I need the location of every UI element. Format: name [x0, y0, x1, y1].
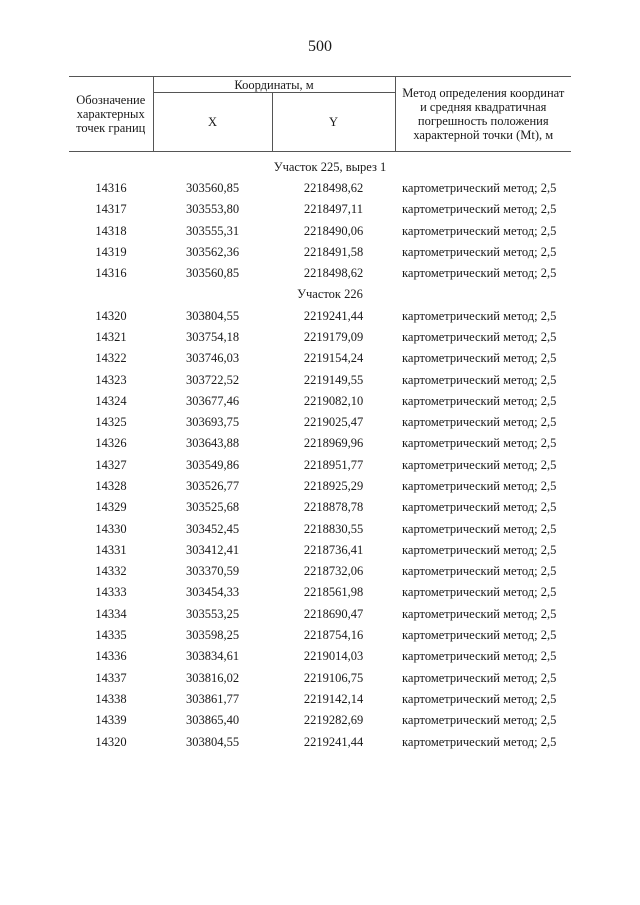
- y-cell: 2219154,24: [303, 351, 364, 366]
- x-cell: 303560,85: [185, 266, 240, 281]
- point-cell: 14320: [95, 308, 127, 323]
- x-cell: 303412,41: [185, 542, 240, 557]
- method-cell: картометрический метод; 2,5: [402, 329, 557, 344]
- table-row: [69, 476, 571, 497]
- table-row: [69, 369, 571, 390]
- x-cell: 303526,77: [185, 479, 240, 493]
- table-header: [69, 77, 571, 152]
- y-cell: 2219106,75: [303, 670, 364, 685]
- method-cell: картометрический метод; 2,5: [402, 542, 557, 557]
- y-cell: 2218561,98: [303, 585, 364, 600]
- table-row: [69, 582, 571, 603]
- point-cell: 14339: [95, 713, 127, 728]
- x-cell: 303746,03: [185, 351, 240, 366]
- method-cell: картометрический метод; 2,5: [402, 181, 557, 196]
- method-cell: картометрический метод; 2,5: [402, 202, 557, 217]
- point-cell: 14330: [95, 521, 127, 536]
- y-cell: 2218497,11: [304, 202, 363, 217]
- table-row: [69, 689, 571, 710]
- header-x: X: [153, 93, 272, 152]
- method-cell: картометрический метод; 2,5: [402, 734, 557, 749]
- x-cell: 303553,25: [185, 606, 240, 621]
- method-cell: картометрический метод; 2,5: [402, 372, 557, 387]
- point-cell: 14332: [95, 564, 127, 579]
- x-cell: 303804,55: [185, 308, 240, 323]
- y-cell: 2218498,62: [303, 266, 364, 281]
- table-row: [69, 561, 571, 582]
- y-cell: 2218878,78: [303, 500, 364, 515]
- y-cell: 2219149,55: [303, 372, 364, 387]
- point-cell: 14337: [95, 670, 127, 685]
- method-cell: картометрический метод; 2,5: [402, 245, 557, 260]
- y-cell: 2219179,09: [303, 329, 364, 344]
- table-row: [69, 391, 571, 412]
- point-cell: 14319: [95, 245, 127, 260]
- point-cell: 14333: [95, 585, 127, 600]
- point-cell: 14320: [95, 734, 127, 749]
- y-cell: 2218830,55: [303, 521, 364, 536]
- point-cell: 14316: [95, 181, 127, 196]
- method-cell: картометрический метод; 2,5: [402, 521, 557, 536]
- table-row: [69, 242, 571, 263]
- header-coordinates: Координаты, м: [153, 77, 395, 93]
- table-row: [69, 178, 571, 199]
- x-cell: 303677,46: [185, 393, 240, 408]
- y-cell: 2218491,58: [303, 245, 364, 260]
- point-cell: 14326: [95, 436, 127, 451]
- y-cell: 2219142,14: [303, 691, 364, 706]
- page-number: 500: [308, 38, 332, 55]
- method-cell: картометрический метод; 2,5: [402, 628, 557, 643]
- point-cell: 14321: [95, 329, 127, 344]
- point-cell: 14335: [95, 628, 127, 643]
- table-row: [69, 518, 571, 539]
- header-y: Y: [272, 93, 395, 152]
- section-row: [69, 152, 571, 179]
- method-cell: картометрический метод; 2,5: [402, 564, 557, 579]
- table-row: [69, 604, 571, 625]
- method-cell: картометрический метод; 2,5: [402, 457, 557, 472]
- x-cell: 303370,59: [185, 564, 240, 579]
- y-cell: 2219241,44: [303, 734, 364, 749]
- section-row: [69, 284, 571, 305]
- y-cell: 2218732,06: [303, 564, 364, 579]
- section-title: Участок 226: [297, 287, 363, 302]
- point-cell: 14324: [95, 393, 127, 408]
- y-cell: 2219014,03: [303, 649, 364, 664]
- point-cell: 14334: [95, 606, 127, 621]
- point-cell: 14338: [95, 691, 127, 706]
- y-cell: 2218498,62: [303, 181, 364, 196]
- point-cell: 14325: [95, 415, 127, 430]
- table-row: [69, 540, 571, 561]
- point-cell: 14336: [95, 649, 127, 664]
- y-cell: 2218969,96: [303, 436, 364, 451]
- point-cell: 14316: [95, 266, 127, 281]
- point-cell: 14322: [95, 351, 127, 366]
- table-row: [69, 199, 571, 220]
- method-cell: картометрический метод; 2,5: [402, 351, 557, 366]
- x-cell: 303693,75: [185, 415, 240, 430]
- x-cell: 303525,68: [185, 500, 240, 515]
- method-cell: картометрический метод; 2,5: [402, 308, 557, 323]
- y-cell: 2218736,41: [303, 542, 364, 557]
- point-cell: 14318: [95, 223, 127, 238]
- x-cell: 303804,55: [185, 734, 240, 749]
- point-cell: 14329: [95, 500, 127, 515]
- x-cell: 303754,18: [185, 329, 240, 344]
- method-cell: картометрический метод; 2,5: [402, 585, 557, 600]
- x-cell: 303722,52: [185, 372, 240, 387]
- x-cell: 303598,25: [185, 628, 240, 643]
- table-row: [69, 305, 571, 326]
- x-cell: 303643,88: [185, 436, 240, 451]
- x-cell: 303549,86: [185, 457, 240, 472]
- table-row: [69, 263, 571, 284]
- method-cell: картометрический метод; 2,5: [402, 649, 557, 664]
- method-cell: картометрический метод; 2,5: [402, 266, 557, 281]
- point-cell: 14317: [95, 202, 127, 217]
- method-cell: картометрический метод; 2,5: [402, 606, 557, 621]
- table-row: [69, 625, 571, 646]
- method-cell: картометрический метод; 2,5: [402, 500, 557, 515]
- table-row: [69, 731, 571, 752]
- point-cell: 14331: [95, 542, 127, 557]
- header-method: Метод определения координат и средняя квадратичная погрешность положения характерной точки (Mt), м: [395, 77, 571, 152]
- x-cell: 303816,02: [185, 670, 240, 685]
- x-cell: 303454,33: [185, 585, 240, 600]
- method-cell: картометрический метод; 2,5: [402, 436, 557, 451]
- table-row: [69, 348, 571, 369]
- table-row: [69, 710, 571, 731]
- y-cell: 2218690,47: [303, 606, 364, 621]
- table-row: [69, 646, 571, 667]
- x-cell: 303834,61: [185, 649, 240, 664]
- x-cell: 303452,45: [185, 521, 240, 536]
- y-cell: 2219082,10: [303, 393, 364, 408]
- table-row: [69, 497, 571, 518]
- coordinates-table: [69, 76, 571, 753]
- y-cell: 2219282,69: [303, 713, 364, 728]
- x-cell: 303555,31: [185, 223, 240, 238]
- y-cell: 2219025,47: [303, 415, 364, 430]
- y-cell: 2218754,16: [303, 628, 364, 643]
- x-cell: 303562,36: [185, 245, 240, 260]
- method-cell: картометрический метод; 2,5: [402, 415, 557, 430]
- x-cell: 303865,40: [185, 713, 240, 728]
- table-body: [69, 152, 571, 753]
- table-row: [69, 412, 571, 433]
- method-cell: картометрический метод; 2,5: [402, 713, 557, 728]
- section-title: Участок 225, вырез 1: [273, 160, 387, 174]
- x-cell: 303861,77: [185, 691, 240, 706]
- table-row: [69, 221, 571, 242]
- method-cell: картометрический метод; 2,5: [402, 223, 557, 238]
- x-cell: 303560,85: [185, 181, 240, 196]
- y-cell: 2218951,77: [303, 457, 364, 472]
- table-row: [69, 668, 571, 689]
- y-cell: 2218925,29: [303, 479, 364, 493]
- method-cell: картометрический метод; 2,5: [402, 393, 557, 408]
- table-row: [69, 433, 571, 454]
- x-cell: 303553,80: [185, 202, 240, 217]
- y-cell: 2218490,06: [303, 223, 364, 238]
- table-row: [69, 327, 571, 348]
- header-point-designation: Обозначение характерных точек границ: [69, 77, 153, 152]
- method-cell: картометрический метод; 2,5: [402, 691, 557, 706]
- point-cell: 14323: [95, 372, 127, 387]
- table-row: [69, 455, 571, 476]
- method-cell: картометрический метод; 2,5: [402, 479, 557, 493]
- point-cell: 14327: [95, 457, 127, 472]
- point-cell: 14328: [95, 479, 127, 493]
- y-cell: 2219241,44: [303, 308, 364, 323]
- method-cell: картометрический метод; 2,5: [402, 670, 557, 685]
